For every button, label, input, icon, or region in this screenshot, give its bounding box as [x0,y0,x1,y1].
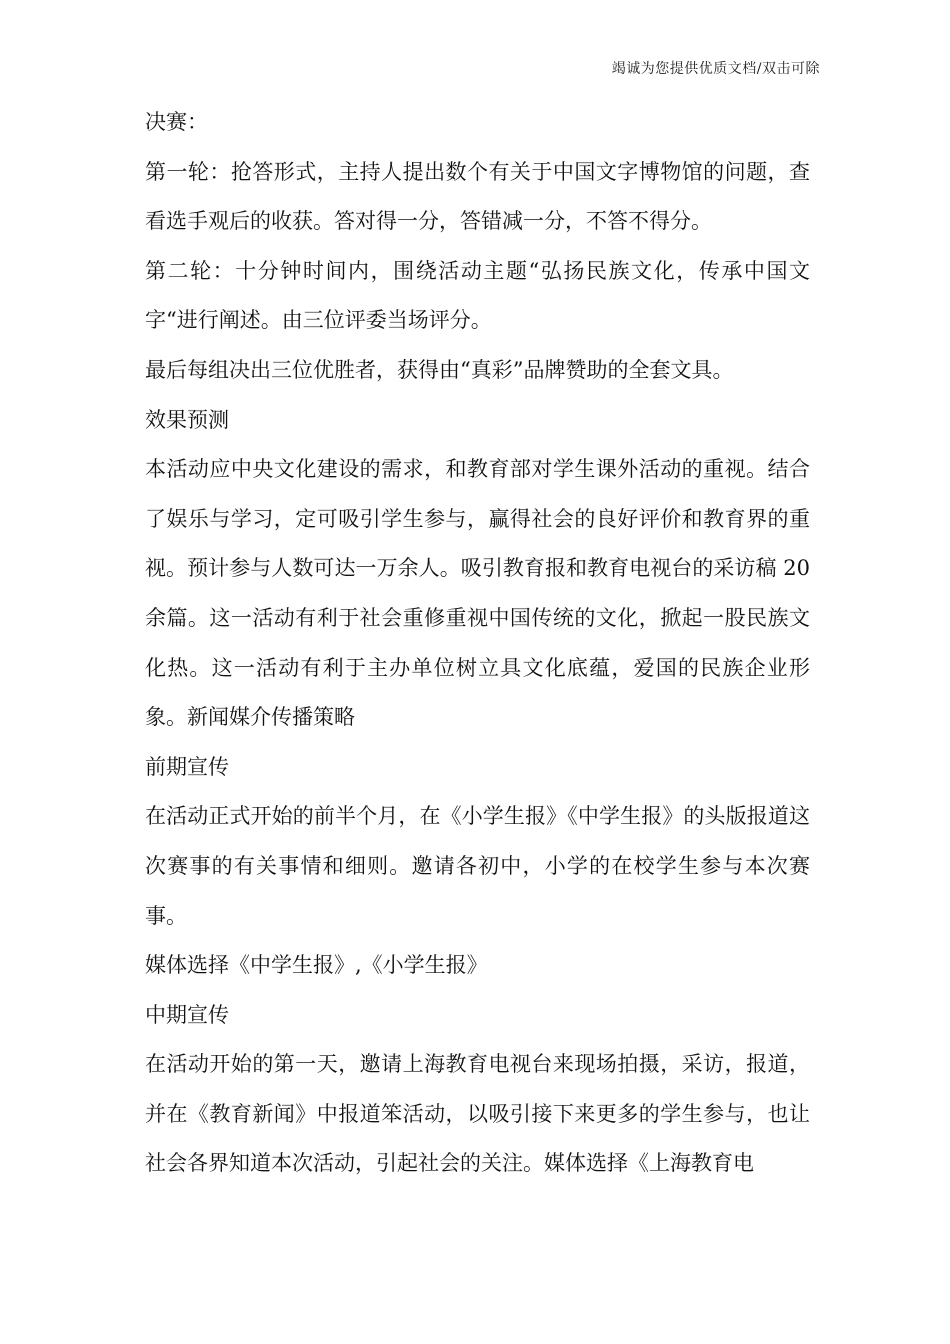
heading-mid-promotion: 中期宣传 [145,1002,229,1027]
paragraph-final-round-heading: 决赛： [145,110,208,134]
paragraph-effect-forecast: 本活动应中央文化建设的需求，和教育部对学生课外活动的重视。结合了娱乐与学习，定可吸引学生参与，赢得社会的良好评价和教育界的重视。预计参与人数可达一万余人。吸引教育报和教育电视台的采访稿 20 余篇。这一活动有利于社会重修重视中国传统的文化，掀起一股民族文化热。这一活动有利于主办单位树立具文化底蕴，爱国的民族企业形象。新闻媒介传播策略 [145,457,810,730]
paragraph-round-two: 第二轮：十分钟时间内，围绕活动主题“弘扬民族文化，传承中国文字“进行阐述。由三位评委当场评分。 [145,258,810,333]
paragraph-early-promotion: 在活动正式开始的前半个月，在《小学生报》《中学生报》的头版报道这次赛事的有关事情和细则。邀请各初中，小学的在校学生参与本次赛事。 [145,804,810,928]
header-note: 竭诚为您提供优质文档/双击可除 [611,61,820,77]
paragraph-round-one: 第一轮：抢答形式，主持人提出数个有关于中国文字博物馆的问题，查看选手观后的收获。答对得一分，答错减一分，不答不得分。 [145,159,810,234]
paragraph-winners: 最后每组决出三位优胜者，获得由“真彩”品牌赞助的全套文具。 [145,357,734,382]
heading-early-promotion: 前期宣传 [145,754,229,779]
paragraph-media-choice: 媒体选择《中学生报》,《小学生报》 [145,953,488,978]
document-body [145,98,810,1189]
paragraph-mid-promotion: 在活动开始的第一天，邀请上海教育电视台来现场拍摄，采访，报道，并在《教育新闻》中报道笨活动，以吸引接下来更多的学生参与，也让社会各界知道本次活动，引起社会的关注。媒体选择《上海教育电 [145,1052,810,1176]
heading-effect-forecast: 效果预测 [145,407,229,432]
